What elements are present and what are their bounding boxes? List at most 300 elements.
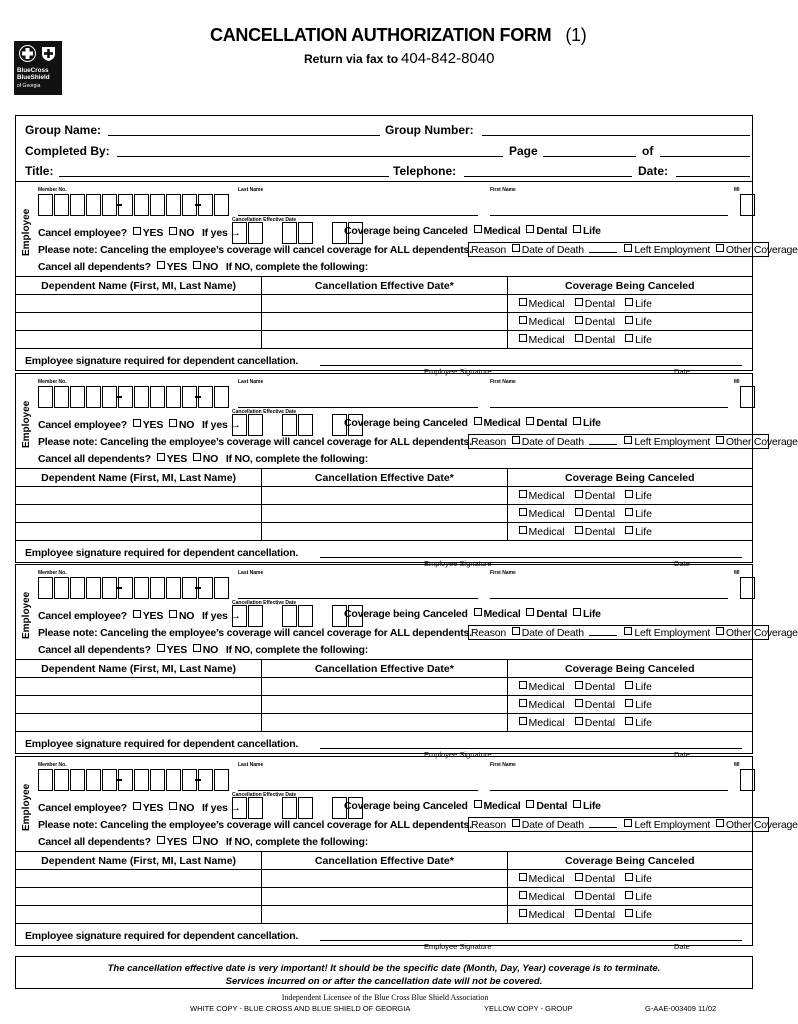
date-label: Date: — [638, 164, 669, 178]
life-checkbox[interactable] — [625, 490, 633, 498]
mi-label: MI — [734, 379, 740, 385]
dep-date-cell[interactable] — [262, 295, 507, 313]
signature-date-field[interactable] — [624, 748, 742, 749]
member-no-label: Member No. — [38, 379, 67, 385]
dep-date-cell[interactable] — [262, 505, 507, 523]
emp-sig-required-text: Employee signature required for dependent cancellation. — [25, 547, 299, 559]
cancel-eff-date-label: Cancellation Effective Date — [232, 600, 297, 606]
date-of-death-label: Date of Death — [521, 244, 584, 256]
life-checkbox[interactable] — [573, 800, 581, 808]
dental-checkbox[interactable] — [575, 298, 583, 306]
cancel-dependents-no-checkbox[interactable] — [193, 261, 201, 269]
dental-label: Dental — [536, 800, 568, 812]
licensee-text: Independent Licensee of the Blue Cross Blue Shield Association — [281, 993, 489, 1002]
table-row — [16, 313, 753, 331]
employee-signature-field[interactable] — [320, 748, 628, 749]
member-no-boxes[interactable] — [38, 769, 230, 791]
fax-number: 404-842-8040 — [401, 50, 495, 67]
table-row — [16, 906, 753, 924]
dep-coverage-cell: Medical Dental Life — [507, 487, 752, 505]
date-of-death-field[interactable] — [589, 635, 617, 636]
dep-coverage-cell: Medical Dental Life — [507, 295, 752, 313]
medical-checkbox[interactable] — [519, 681, 527, 689]
cancel-employee-no-checkbox[interactable] — [169, 610, 177, 618]
last-name-label: Last Name — [238, 762, 264, 768]
date-of-death-label: Date of Death — [521, 819, 584, 831]
table-row — [16, 505, 753, 523]
group-number-field[interactable] — [482, 135, 750, 136]
dep-cov-header: Coverage Being Canceled — [507, 660, 752, 678]
cancel-employee-no-checkbox[interactable] — [169, 802, 177, 810]
left-employment-checkbox[interactable] — [624, 244, 632, 252]
page-label: Page — [509, 144, 538, 158]
group-name-label: Group Name: — [25, 123, 102, 137]
dependents-table — [15, 276, 753, 349]
last-name-label: Last Name — [238, 570, 264, 576]
dep-name-cell[interactable] — [16, 313, 262, 331]
member-no-dash — [195, 204, 201, 206]
date-of-death-checkbox[interactable] — [512, 627, 520, 635]
cancel-all-dependents-row: Cancel all dependents? YES NO If NO, complete the following: — [38, 644, 368, 656]
cancel-dependents-yes-checkbox[interactable] — [157, 836, 165, 844]
other-coverage-checkbox[interactable] — [716, 819, 724, 827]
employee-label: Employee — [21, 783, 32, 831]
medical-checkbox[interactable] — [519, 298, 527, 306]
first-name-field[interactable] — [490, 215, 728, 216]
cancel-employee-no-checkbox[interactable] — [169, 227, 177, 235]
last-name-label: Last Name — [238, 379, 264, 385]
reason-row: Reason Date of Death Left Employment Other Coverage — [471, 436, 798, 448]
dental-checkbox[interactable] — [575, 909, 583, 917]
bcbs-logo — [14, 41, 62, 95]
first-name-field[interactable] — [490, 407, 728, 408]
cancel-employee-yes-checkbox[interactable] — [133, 419, 141, 427]
dep-name-cell[interactable] — [16, 870, 262, 888]
yes-label: YES — [166, 261, 188, 273]
completed-by-field[interactable] — [117, 156, 503, 157]
date-of-death-checkbox[interactable] — [512, 244, 520, 252]
group-name-field[interactable] — [108, 135, 380, 136]
employee-vertical-label — [18, 200, 34, 260]
table-row — [16, 714, 753, 732]
form-title: CANCELLATION AUTHORIZATION FORM (1) — [210, 25, 587, 45]
cancel-all-dependents-row: Cancel all dependents? YES NO If NO, complete the following: — [38, 453, 368, 465]
medical-checkbox[interactable] — [474, 800, 482, 808]
first-name-field[interactable] — [490, 790, 728, 791]
life-label: Life — [582, 800, 601, 812]
life-checkbox[interactable] — [625, 717, 633, 725]
yes-label: YES — [142, 227, 164, 239]
if-no-label: If NO, complete the following: — [225, 453, 368, 465]
dental-checkbox[interactable] — [575, 526, 583, 534]
date-of-death-field[interactable] — [589, 827, 617, 828]
yes-label: YES — [142, 610, 164, 622]
table-row — [16, 870, 753, 888]
last-name-field[interactable] — [238, 598, 478, 599]
other-coverage-checkbox[interactable] — [716, 627, 724, 635]
no-label: NO — [202, 836, 219, 848]
cancel-eff-date-label: Cancellation Effective Date — [232, 792, 297, 798]
cancel-dependents-yes-checkbox[interactable] — [157, 453, 165, 461]
employee-vertical-label — [18, 583, 34, 643]
dep-date-cell[interactable] — [262, 888, 507, 906]
dental-checkbox[interactable] — [526, 225, 534, 233]
no-label: NO — [202, 261, 219, 273]
member-no-boxes[interactable] — [38, 386, 230, 408]
signature-date-field[interactable] — [624, 557, 742, 558]
if-no-label: If NO, complete the following: — [225, 644, 368, 656]
dependents-table-header — [16, 852, 753, 870]
employee-signature-field[interactable] — [320, 365, 628, 366]
shield-icon — [40, 45, 57, 62]
other-coverage-label: Other Coverage — [725, 244, 798, 256]
life-checkbox[interactable] — [625, 681, 633, 689]
member-no-label: Member No. — [38, 762, 67, 768]
date-of-death-label: Date of Death — [521, 627, 584, 639]
member-no-label: Member No. — [38, 187, 67, 193]
dep-coverage-cell: Medical Dental Life — [507, 906, 752, 924]
dep-name-cell[interactable] — [16, 696, 262, 714]
employee-signature-caption: Employee Signature — [424, 367, 492, 376]
dep-name-cell[interactable] — [16, 505, 262, 523]
dental-checkbox[interactable] — [526, 417, 534, 425]
cancel-employee-row: Cancel employee? YES NO If yes → — [38, 419, 241, 431]
life-label: Life — [582, 225, 601, 237]
footer-note-2: Services incurred on or after the cancellation date will not be covered. — [225, 976, 543, 987]
left-employment-checkbox[interactable] — [624, 819, 632, 827]
no-label: NO — [178, 610, 195, 622]
dental-checkbox[interactable] — [575, 316, 583, 324]
life-checkbox[interactable] — [573, 225, 581, 233]
table-row — [16, 523, 753, 541]
logo-line3: of Georgia — [17, 83, 41, 89]
member-no-dash — [195, 779, 201, 781]
dep-name-cell[interactable] — [16, 678, 262, 696]
title-label: Title: — [25, 164, 54, 178]
signature-date-caption: Date — [674, 750, 690, 759]
dep-coverage-cell: Medical Dental Life — [507, 870, 752, 888]
yes-label: YES — [142, 419, 164, 431]
table-row — [16, 678, 753, 696]
dep-name-cell[interactable] — [16, 487, 262, 505]
dep-date-header: Cancellation Effective Date* — [262, 469, 507, 487]
date-of-death-checkbox[interactable] — [512, 819, 520, 827]
telephone-field[interactable] — [464, 176, 632, 177]
employee-section — [15, 564, 798, 759]
cancel-eff-date-label: Cancellation Effective Date — [232, 409, 297, 415]
cancel-all-dependents-row: Cancel all dependents? YES NO If NO, complete the following: — [38, 836, 368, 848]
please-note-text: Please note: Canceling the employee’s coverage will cancel coverage for ALL dependents. — [38, 244, 472, 256]
cancel-employee-yes-checkbox[interactable] — [133, 610, 141, 618]
medical-checkbox[interactable] — [474, 608, 482, 616]
signature-date-field[interactable] — [624, 940, 742, 941]
member-no-dash — [116, 779, 122, 781]
please-note-text: Please note: Canceling the employee’s coverage will cancel coverage for ALL dependents. — [38, 436, 472, 448]
dental-checkbox[interactable] — [575, 681, 583, 689]
medical-checkbox[interactable] — [519, 508, 527, 516]
signature-date-caption: Date — [674, 559, 690, 568]
dental-checkbox[interactable] — [575, 490, 583, 498]
dental-label: Dental — [536, 417, 568, 429]
medical-label: Medical — [483, 225, 521, 237]
if-yes-label: If yes → — [201, 227, 241, 239]
emp-sig-required-text: Employee signature required for dependent cancellation. — [25, 355, 299, 367]
no-label: NO — [178, 227, 195, 239]
footer-note-box — [15, 956, 753, 989]
last-name-field[interactable] — [238, 407, 478, 408]
life-checkbox[interactable] — [625, 316, 633, 324]
fax-instructions: Return via fax to 404-842-8040 — [304, 50, 495, 67]
cancel-dependents-yes-checkbox[interactable] — [157, 261, 165, 269]
employee-signature-caption: Employee Signature — [424, 559, 492, 568]
dental-checkbox[interactable] — [575, 334, 583, 342]
left-employment-checkbox[interactable] — [624, 627, 632, 635]
table-row — [16, 331, 753, 349]
dep-coverage-cell: Medical Dental Life — [507, 331, 752, 349]
employee-vertical-label — [18, 775, 34, 835]
mi-box[interactable] — [740, 577, 755, 599]
life-checkbox[interactable] — [625, 508, 633, 516]
dep-coverage-cell: Medical Dental Life — [507, 678, 752, 696]
reason-row: Reason Date of Death Left Employment Other Coverage — [471, 819, 798, 831]
dep-name-header: Dependent Name (First, MI, Last Name) — [16, 277, 262, 295]
medical-checkbox[interactable] — [519, 699, 527, 707]
employee-signature-caption: Employee Signature — [424, 942, 492, 951]
if-yes-label: If yes → — [201, 802, 241, 814]
of-field[interactable] — [660, 156, 750, 157]
employee-section — [15, 756, 798, 951]
dental-checkbox[interactable] — [575, 891, 583, 899]
life-checkbox[interactable] — [573, 608, 581, 616]
medical-checkbox[interactable] — [519, 316, 527, 324]
left-employment-checkbox[interactable] — [624, 436, 632, 444]
left-employment-label: Left Employment — [634, 819, 711, 831]
medical-checkbox[interactable] — [519, 891, 527, 899]
medical-checkbox[interactable] — [519, 909, 527, 917]
dep-name-cell[interactable] — [16, 888, 262, 906]
dep-name-header: Dependent Name (First, MI, Last Name) — [16, 469, 262, 487]
date-of-death-label: Date of Death — [521, 436, 584, 448]
medical-label: Medical — [483, 417, 521, 429]
emp-sig-required-text: Employee signature required for dependent cancellation. — [25, 930, 299, 942]
please-note-text: Please note: Canceling the employee’s coverage will cancel coverage for ALL dependents. — [38, 627, 472, 639]
dep-coverage-cell: Medical Dental Life — [507, 313, 752, 331]
employee-signature-field[interactable] — [320, 557, 628, 558]
dep-name-cell[interactable] — [16, 714, 262, 732]
member-no-dash — [116, 204, 122, 206]
dep-name-cell[interactable] — [16, 331, 262, 349]
mi-box[interactable] — [740, 769, 755, 791]
table-row — [16, 487, 753, 505]
left-employment-label: Left Employment — [634, 244, 711, 256]
other-coverage-label: Other Coverage — [725, 819, 798, 831]
last-name-label: Last Name — [238, 187, 264, 193]
employee-signature-caption: Employee Signature — [424, 750, 492, 759]
cancel-dependents-no-checkbox[interactable] — [193, 644, 201, 652]
dep-date-header: Cancellation Effective Date* — [262, 660, 507, 678]
emp-sig-required-text: Employee signature required for dependent cancellation. — [25, 738, 299, 750]
cancel-dependents-yes-checkbox[interactable] — [157, 644, 165, 652]
page-field[interactable] — [543, 156, 636, 157]
signature-date-field[interactable] — [624, 365, 742, 366]
telephone-label: Telephone: — [393, 164, 457, 178]
reason-row: Reason Date of Death Left Employment Other Coverage — [471, 244, 798, 256]
dental-checkbox[interactable] — [575, 717, 583, 725]
yes-label: YES — [166, 644, 188, 656]
medical-checkbox[interactable] — [474, 417, 482, 425]
cancel-employee-yes-checkbox[interactable] — [133, 802, 141, 810]
employee-vertical-label — [18, 392, 34, 452]
dental-checkbox[interactable] — [526, 800, 534, 808]
medical-checkbox[interactable] — [519, 490, 527, 498]
other-coverage-label: Other Coverage — [725, 627, 798, 639]
medical-checkbox[interactable] — [519, 526, 527, 534]
medical-checkbox[interactable] — [519, 334, 527, 342]
dependents-table-header — [16, 660, 753, 678]
table-row — [16, 696, 753, 714]
member-no-boxes[interactable] — [38, 577, 230, 599]
reason-row: Reason Date of Death Left Employment Other Coverage — [471, 627, 798, 639]
yes-label: YES — [142, 802, 164, 814]
life-checkbox[interactable] — [625, 699, 633, 707]
life-checkbox[interactable] — [625, 334, 633, 342]
first-name-label: First Name — [490, 379, 516, 385]
of-label: of — [642, 144, 654, 158]
dental-checkbox[interactable] — [575, 508, 583, 516]
dep-cov-header: Coverage Being Canceled — [507, 469, 752, 487]
life-checkbox[interactable] — [573, 417, 581, 425]
signature-date-caption: Date — [674, 367, 690, 376]
dependents-table — [15, 851, 753, 924]
dep-date-cell[interactable] — [262, 523, 507, 541]
dep-coverage-cell: Medical Dental Life — [507, 523, 752, 541]
first-name-label: First Name — [490, 570, 516, 576]
group-number-label: Group Number: — [385, 123, 474, 137]
dep-date-cell[interactable] — [262, 487, 507, 505]
dep-coverage-cell: Medical Dental Life — [507, 714, 752, 732]
date-field[interactable] — [676, 176, 750, 177]
dep-coverage-cell: Medical Dental Life — [507, 505, 752, 523]
cancel-dependents-no-checkbox[interactable] — [193, 836, 201, 844]
employee-section — [15, 181, 798, 376]
dependents-table — [15, 659, 753, 732]
medical-checkbox[interactable] — [474, 225, 482, 233]
mi-label: MI — [734, 762, 740, 768]
life-checkbox[interactable] — [625, 526, 633, 534]
medical-checkbox[interactable] — [519, 717, 527, 725]
life-checkbox[interactable] — [625, 298, 633, 306]
cancel-dependents-no-checkbox[interactable] — [193, 453, 201, 461]
footer-note-1: The cancellation effective date is very important! It should be the specific date (Month, Day, Year) coverage is to terminate. — [107, 963, 661, 974]
dep-cov-header: Coverage Being Canceled — [507, 277, 752, 295]
dental-label: Dental — [536, 225, 568, 237]
dep-cov-header: Coverage Being Canceled — [507, 852, 752, 870]
dep-coverage-cell: Medical Dental Life — [507, 888, 752, 906]
mi-box[interactable] — [740, 386, 755, 408]
dental-checkbox[interactable] — [575, 873, 583, 881]
coverage-canceled-row: Coverage being Canceled Medical Dental Life — [344, 608, 601, 620]
dep-date-header: Cancellation Effective Date* — [262, 852, 507, 870]
life-label: Life — [582, 608, 601, 620]
life-checkbox[interactable] — [625, 909, 633, 917]
dep-name-header: Dependent Name (First, MI, Last Name) — [16, 660, 262, 678]
mi-box[interactable] — [740, 194, 755, 216]
other-coverage-checkbox[interactable] — [716, 244, 724, 252]
life-checkbox[interactable] — [625, 891, 633, 899]
dep-date-cell[interactable] — [262, 906, 507, 924]
member-no-dash — [116, 396, 122, 398]
yes-label: YES — [166, 836, 188, 848]
no-label: NO — [178, 802, 195, 814]
dep-date-cell[interactable] — [262, 313, 507, 331]
white-copy-text: WHITE COPY - BLUE CROSS AND BLUE SHIELD OF GEORGIA — [190, 1004, 411, 1013]
medical-label: Medical — [483, 608, 521, 620]
no-label: NO — [202, 644, 219, 656]
no-label: NO — [202, 453, 219, 465]
completed-by-label: Completed By: — [25, 144, 110, 158]
medical-checkbox[interactable] — [519, 873, 527, 881]
member-no-boxes[interactable] — [38, 194, 230, 216]
dependents-table — [15, 468, 753, 541]
cancel-all-dependents-row: Cancel all dependents? YES NO If NO, complete the following: — [38, 261, 368, 273]
date-of-death-field[interactable] — [589, 444, 617, 445]
please-note-text: Please note: Canceling the employee’s coverage will cancel coverage for ALL dependents. — [38, 819, 472, 831]
cancel-employee-row: Cancel employee? YES NO If yes → — [38, 227, 241, 239]
dep-name-cell[interactable] — [16, 523, 262, 541]
date-of-death-checkbox[interactable] — [512, 436, 520, 444]
coverage-canceled-row: Coverage being Canceled Medical Dental Life — [344, 225, 601, 237]
logo-line2: BlueShield — [17, 74, 50, 81]
signature-date-caption: Date — [674, 942, 690, 951]
life-checkbox[interactable] — [625, 873, 633, 881]
member-no-label: Member No. — [38, 570, 67, 576]
medical-label: Medical — [483, 800, 521, 812]
dep-name-header: Dependent Name (First, MI, Last Name) — [16, 852, 262, 870]
dental-checkbox[interactable] — [526, 608, 534, 616]
employee-label: Employee — [21, 591, 32, 639]
last-name-field[interactable] — [238, 790, 478, 791]
yes-label: YES — [166, 453, 188, 465]
yellow-copy-text: YELLOW COPY - GROUP — [484, 1004, 573, 1013]
date-of-death-field[interactable] — [589, 252, 617, 253]
other-coverage-checkbox[interactable] — [716, 436, 724, 444]
dep-date-cell[interactable] — [262, 331, 507, 349]
first-name-field[interactable] — [490, 598, 728, 599]
mi-label: MI — [734, 570, 740, 576]
dep-date-cell[interactable] — [262, 678, 507, 696]
dep-name-cell[interactable] — [16, 295, 262, 313]
left-employment-label: Left Employment — [634, 436, 711, 448]
dep-date-cell[interactable] — [262, 870, 507, 888]
dep-date-cell[interactable] — [262, 696, 507, 714]
dependents-table-header — [16, 277, 753, 295]
no-label: NO — [178, 419, 195, 431]
form-number: G-AAE-003409 11/02 — [645, 1004, 717, 1013]
coverage-canceled-row: Coverage being Canceled Medical Dental Life — [344, 417, 601, 429]
dep-name-cell[interactable] — [16, 906, 262, 924]
left-employment-label: Left Employment — [634, 627, 711, 639]
employee-signature-field[interactable] — [320, 940, 628, 941]
dental-checkbox[interactable] — [575, 699, 583, 707]
cancel-eff-date-label: Cancellation Effective Date — [232, 217, 297, 223]
last-name-field[interactable] — [238, 215, 478, 216]
cancel-employee-yes-checkbox[interactable] — [133, 227, 141, 235]
employee-section — [15, 373, 798, 568]
title-field[interactable] — [59, 176, 389, 177]
dep-date-cell[interactable] — [262, 714, 507, 732]
if-no-label: If NO, complete the following: — [225, 261, 368, 273]
cancel-employee-no-checkbox[interactable] — [169, 419, 177, 427]
